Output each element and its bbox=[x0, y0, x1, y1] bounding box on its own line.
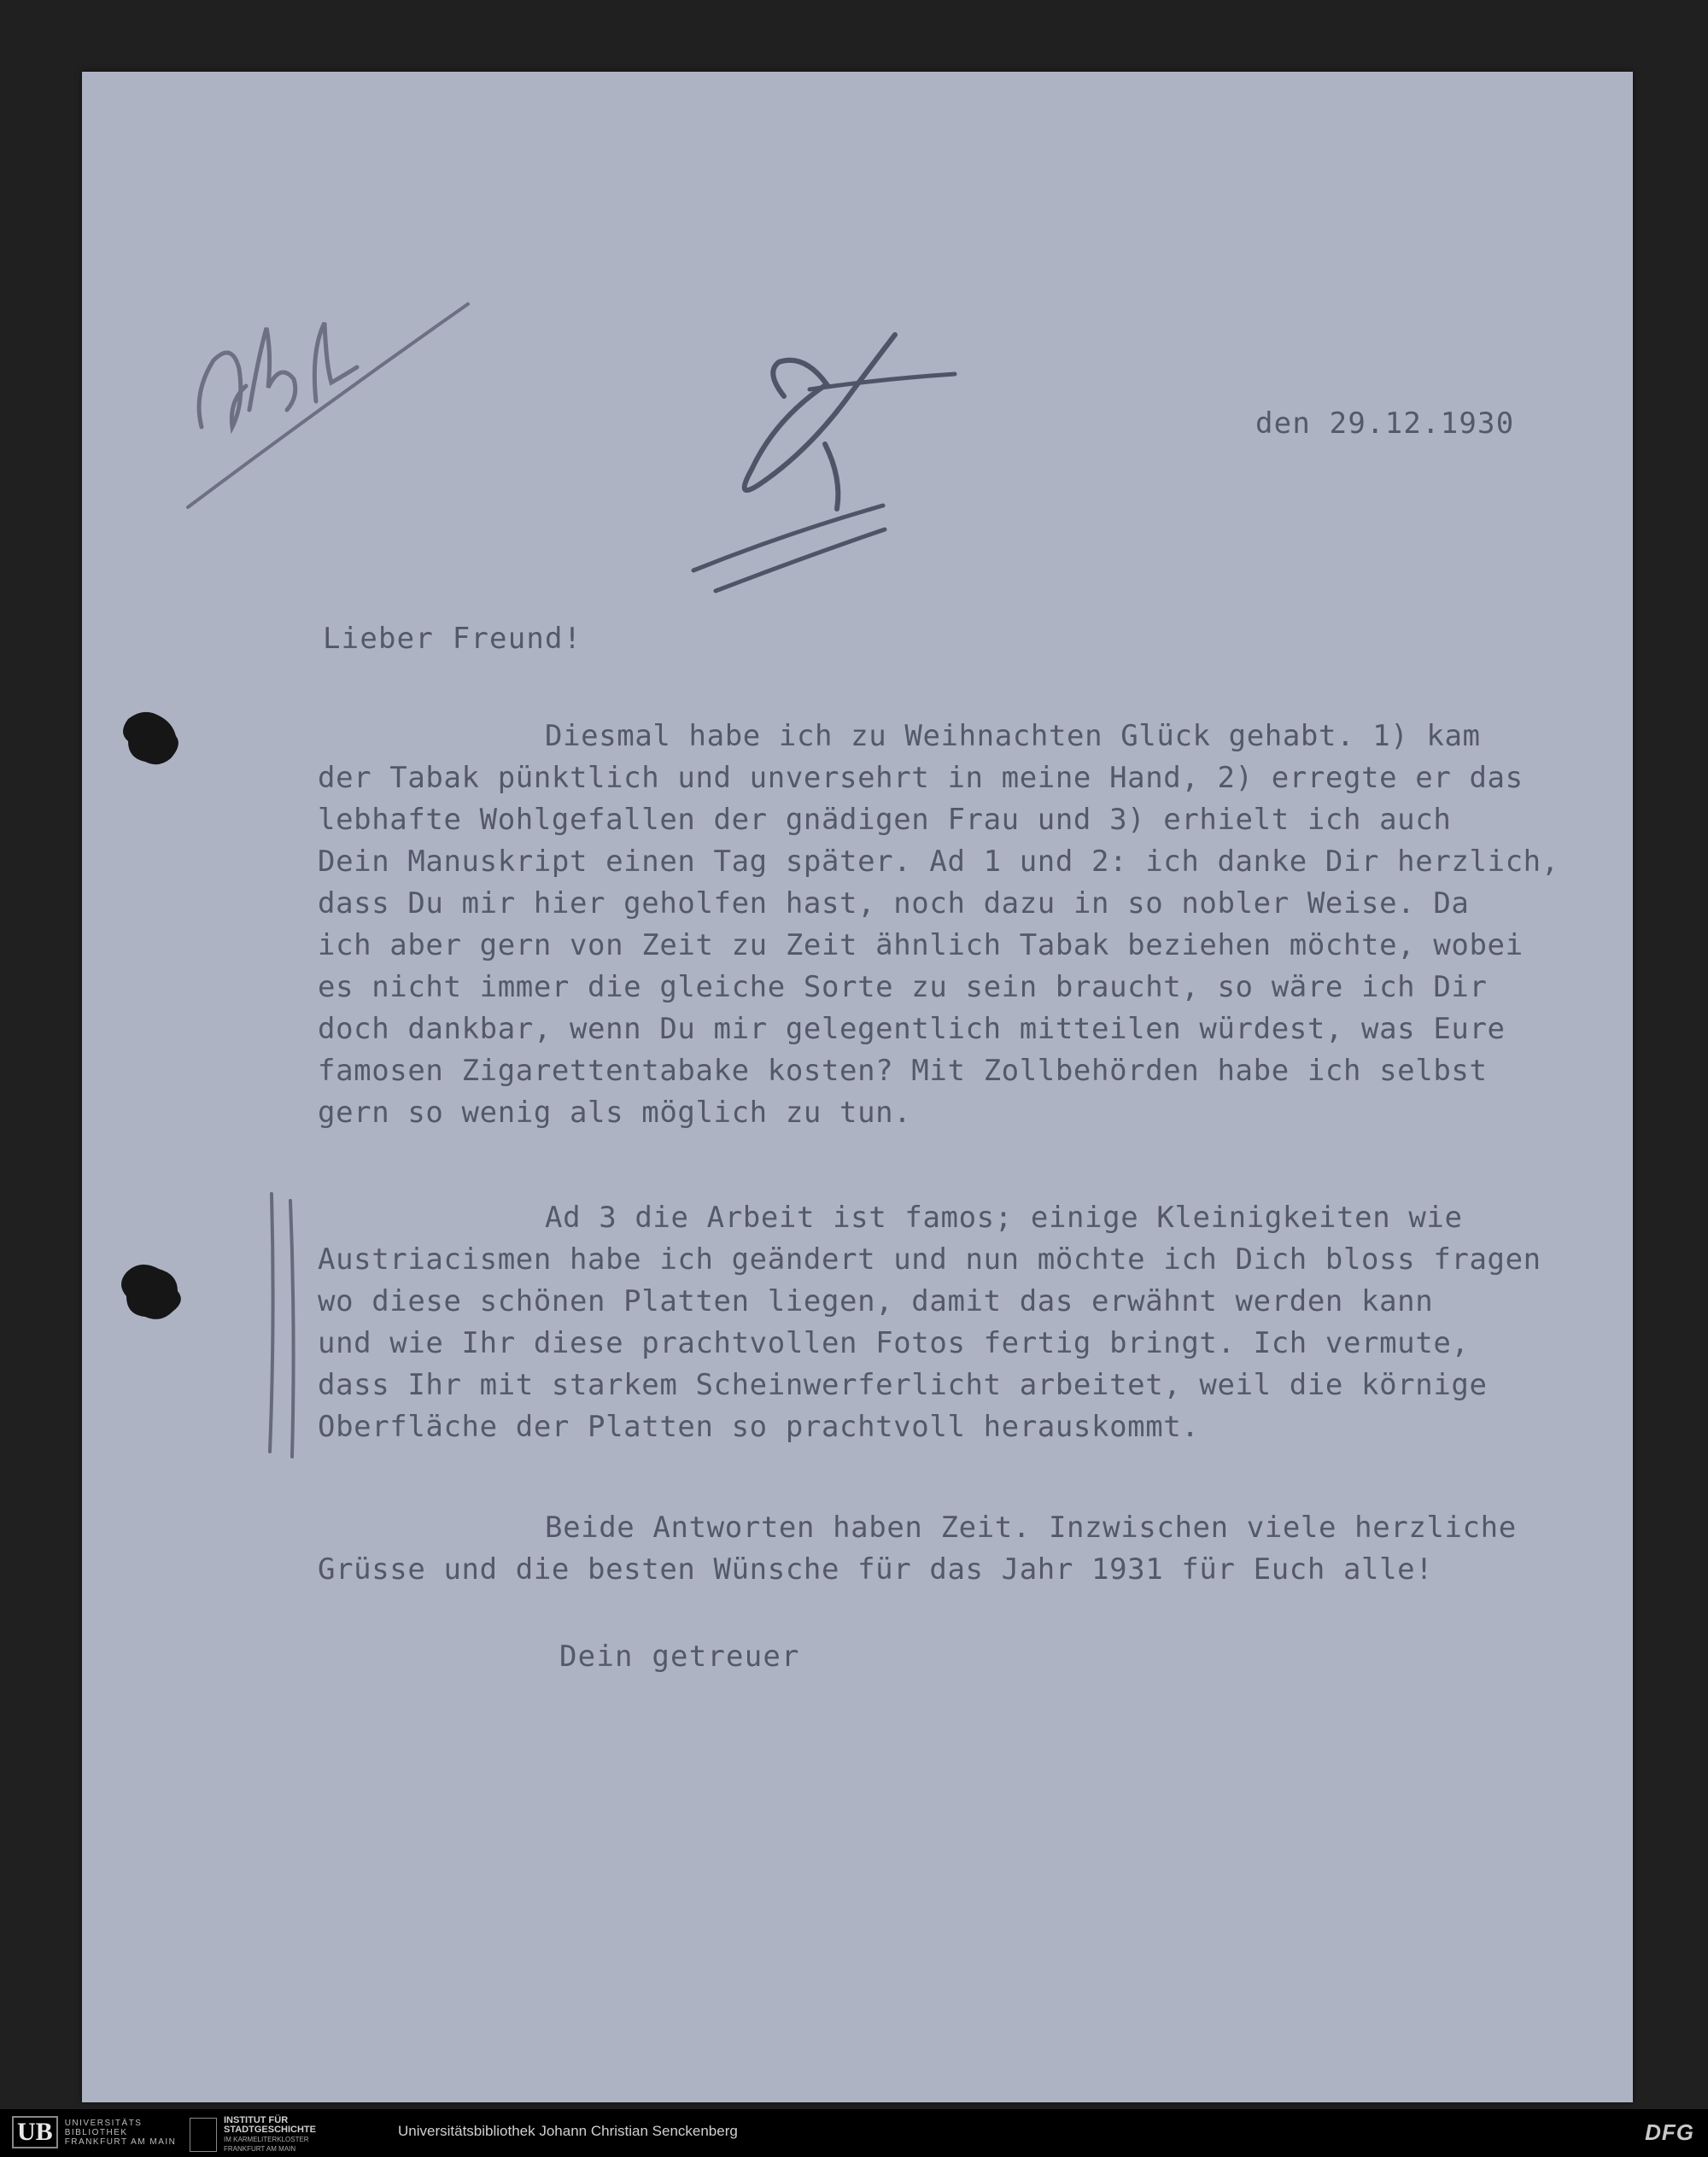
letter-line: wo diese schönen Platten liegen, damit das erwähnt werden kann bbox=[318, 1284, 1434, 1318]
ub-line: BIBLIOTHEK bbox=[64, 2127, 128, 2137]
letter-line: lebhafte Wohlgefallen der gnädigen Frau und 3) erhielt ich auch bbox=[318, 803, 1452, 837]
handwritten-abl-note bbox=[188, 304, 468, 507]
letter-line: Ad 3 die Arbeit ist famos; einige Kleinigkeiten wie bbox=[545, 1201, 1463, 1235]
letter-salutation: Lieber Freund! bbox=[323, 622, 582, 656]
inst-small-line: FRANKFURT AM MAIN bbox=[224, 2145, 296, 2153]
ub-line: FRANKFURT AM MAIN bbox=[64, 2137, 177, 2147]
inst-small-line: IM KARMELITERKLOSTER bbox=[224, 2136, 309, 2143]
punch-hole-top bbox=[123, 712, 178, 764]
letter-paragraph-2 bbox=[318, 1197, 1599, 1448]
letter-line: Diesmal habe ich zu Weihnachten Glück gehabt. 1) kam bbox=[545, 719, 1481, 753]
footer-credit: Universitätsbibliothek Johann Christian Senckenberg bbox=[398, 2123, 738, 2139]
institut-logo-text bbox=[224, 2116, 316, 2154]
punch-hole-bottom bbox=[121, 1265, 181, 1319]
letter-line: Oberfläche der Platten so prachtvoll herauskommt. bbox=[318, 1410, 1200, 1444]
dfg-logo[interactable]: DFG bbox=[1645, 2119, 1694, 2145]
letter-line: der Tabak pünktlich und unversehrt in meine Hand, 2) erregte er das bbox=[318, 761, 1524, 795]
institut-emblem-icon bbox=[190, 2118, 217, 2152]
letter-line: und wie Ihr diese prachtvollen Fotos fertig bringt. Ich vermute, bbox=[318, 1326, 1470, 1360]
footer-bar bbox=[0, 2109, 1708, 2157]
handwritten-initial-mark bbox=[693, 335, 955, 591]
ub-mark: UB bbox=[12, 2116, 58, 2148]
letter-line: dass Du mir hier geholfen hast, noch dazu in so nobler Weise. Da bbox=[318, 886, 1470, 921]
margin-marks bbox=[270, 1194, 294, 1457]
letter-date: den 29.12.1930 bbox=[1255, 406, 1515, 441]
ub-line: UNIVERSITÄTS bbox=[64, 2118, 143, 2128]
letter-line: ich aber gern von Zeit zu Zeit ähnlich Tabak beziehen möchte, wobei bbox=[318, 928, 1524, 962]
inst-line: STADTGESCHICHTE bbox=[224, 2125, 316, 2135]
letter-line: dass Ihr mit starkem Scheinwerferlicht arbeitet, weil die körnige bbox=[318, 1368, 1488, 1402]
letter-line: doch dankbar, wenn Du mir gelegentlich mitteilen würdest, was Eure bbox=[318, 1012, 1506, 1046]
ub-logo-text bbox=[65, 2119, 177, 2147]
letter-line: Dein Manuskript einen Tag später. Ad 1 und 2: ich danke Dir herzlich, bbox=[318, 845, 1559, 879]
letter-line: Austriacismen habe ich geändert und nun möchte ich Dich bloss fragen bbox=[318, 1242, 1541, 1277]
letter-line: gern so wenig als möglich zu tun. bbox=[318, 1096, 912, 1130]
ub-logo[interactable] bbox=[12, 2116, 176, 2148]
letter-line: es nicht immer die gleiche Sorte zu sein braucht, so wäre ich Dir bbox=[318, 970, 1488, 1004]
institut-logo[interactable] bbox=[190, 2116, 316, 2154]
letter-closing: Dein getreuer bbox=[559, 1640, 800, 1674]
inst-line: INSTITUT FÜR bbox=[224, 2115, 289, 2125]
letter-line: Grüsse und die besten Wünsche für das Jahr 1931 für Euch alle! bbox=[318, 1552, 1434, 1587]
letter-paragraph-1 bbox=[318, 716, 1599, 1134]
letter-paragraph-3 bbox=[318, 1507, 1599, 1591]
letter-line: famosen Zigarettentabake kosten? Mit Zollbehörden habe ich selbst bbox=[318, 1054, 1488, 1088]
letter-line: Beide Antworten haben Zeit. Inzwischen viele herzliche bbox=[545, 1511, 1517, 1545]
